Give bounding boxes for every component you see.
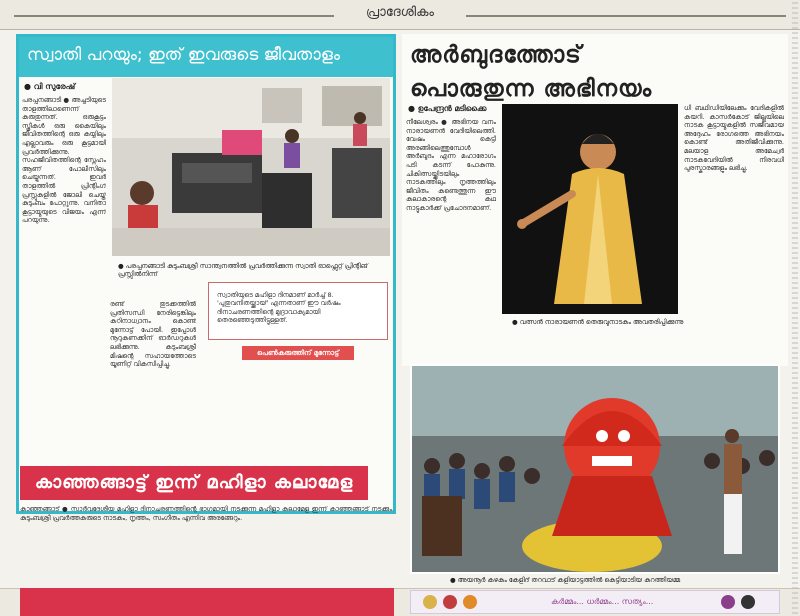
quote-text: സ്വാതിയുടെ മഹിളാ ദിനമാണ് മാർച്ച് 8. 'പുതുവനിതയ്ക്കായ്' എന്നതാണ് ഈ വർഷം ദിനാചരണത്തിന്റെ മുദ്രാവാക്യമായി തെരഞ്ഞെടുത്തിട്ടുള്ളത്. <box>217 291 341 325</box>
press-photo <box>112 78 390 256</box>
right-column-1-text: നീലേശ്വരം ● അഭിനയ വനം നാരായണൻ വേദിയിലെത്തി. വേഷം കെട്ടി അരങ്ങിലെത്തുമ്പോൾ അർബുദം എന്ന മഹാരോഗം പടി കടന്ന് പോകുന്നു. ചികിത്സയ്ക്കിടയിലും നാടകത്തിലും നൃത്തത്തിലും ജീവിതം കണ്ടെത്തുന്ന ഈ കലാകാരന്റെ കഥ നാട്ടുകാർക്ക് പ്രചോദനമാണ്. <box>406 118 496 212</box>
right-column-2 <box>684 104 784 354</box>
left-column-1 <box>22 96 106 462</box>
bottom-advert <box>410 590 780 614</box>
bottom-left-banner <box>20 588 394 616</box>
page-edge <box>792 2 798 614</box>
kala-mela-text <box>20 505 394 585</box>
right-column-1 <box>406 118 496 354</box>
advert-text: കർമ്മം... ധർമ്മം... സത്യം... <box>551 597 654 606</box>
kala-mela-banner: കാഞ്ഞങ്ങാട്ട് ഇന്ന് മഹിളാ കലാമേള <box>20 466 368 500</box>
right-column-2-text: ധി ബഥിഡിയിലേക്കും വേദികളിൽ കയറി. കാസർകോട് ജില്ലയിലെ നാടക കൂട്ടായ്മകളിൽ സജീവമായ അദ്ദേഹം രോഗത്തെ അഭിനയം കൊണ്ട് അതിജീവിക്കുന്നു. മലയാള അമേച്വർ നാടകവേദിയിൽ നിരവധി പുരസ്കാരങ്ങളും ലഭിച്ചു. <box>684 104 784 173</box>
actor-photo-caption: ● വത്സൻ നാരായണൻ തെരുവുനാടകം അവതരിപ്പിക്കുന്നു <box>512 318 684 326</box>
actor-photo <box>502 104 678 314</box>
right-headline-1: അർബുദത്തോട് <box>410 42 582 68</box>
theyyam-caption: ● അയനൂർ കഴകം കേളിദ് തറവാട് കളിയാട്ടത്തിൽ കെട്ടിയാടിയ കുറത്തിയമ്മ <box>450 576 681 584</box>
figure-icon <box>741 595 755 609</box>
logo-icon <box>463 595 477 609</box>
theyyam-photo <box>410 364 780 574</box>
page-header <box>0 0 800 30</box>
theyyam-photo-illustration <box>412 366 778 572</box>
seal-icon <box>443 595 457 609</box>
header-rule-left <box>14 15 334 17</box>
emblem-icon <box>423 595 437 609</box>
right-byline: ● ഉപേന്ദ്രൻ മടിക്കൈ <box>408 104 487 113</box>
left-column-2 <box>110 300 196 460</box>
header-rule-right <box>466 15 786 17</box>
press-photo-illustration <box>112 78 390 256</box>
left-headline: സ്വാതി പറയും; ഇത് ഇവരുടെ ജീവതാളം <box>19 37 393 77</box>
section-title: പ്രാദേശികം <box>366 5 434 20</box>
left-column-1-text: പരപ്പനങ്ങാടി ● അച്ചടിയുടെ താളത്തിലാണെന്ന് കരുതുന്നത്. ഒരുകൂട്ടം സ്ത്രീകൾ ഒരു കൈയിലും ജീവിതത്തിന്റെ ഒരു കയ്യിലും എല്ലാവരും ഒരു കൂട്ടമായി പ്രവർത്തിക്കുന്നു. സഹജീവിതത്തിന്റെ സ്നേഹം ആണ് പോലീസിലും ചെയ്യുന്നത്. ഇവർ താളത്തിൽ പ്രിന്റിംഗ് പ്രസ്സുകളിൽ ജോലി ചെയ്ത് കുടുംബം പോറ്റുന്നു. വനിതാ കൂട്ടായ്മയുടെ വിജയം എന്ന് പറയുന്നു. <box>22 96 106 225</box>
kala-mela-paragraph: കാഞ്ഞങ്ങാട് ● സാർവദേശീയ മഹിളാ ദിനാചരണത്തിന്റെ ഭാഗമായി നടക്കുന്ന മഹിളാ കലാമേള ഇന്ന് കാഞ്ഞങ്ങാട് നടക്കും. കുടുംബശ്രീ പ്രവർത്തകരുടെ നാടകം, നൃത്തം, സംഗീതം എന്നിവ അരങ്ങേറും. <box>20 505 394 522</box>
right-headline-2: പൊരുതുന്ന അഭിനയം <box>410 76 653 102</box>
star-icon <box>721 595 735 609</box>
actor-photo-illustration <box>502 104 678 314</box>
quote-box <box>208 282 388 340</box>
left-column-2-text: രണ്ട് തുടക്കത്തിൽ പ്രതിസന്ധി നേരിട്ടെങ്കിലും കഠിനാധ്വാനം കൊണ്ട് മുന്നോട്ട് പോയി. ഇപ്പോൾ നൂറുകണക്കിന് ഓർഡറുകൾ ലഭിക്കുന്നു. കുടുംബശ്രീ മിഷന്റെ സഹായത്തോടെ യൂണിറ്റ് വികസിപ്പിച്ചു. <box>110 300 196 369</box>
press-photo-caption: ● പരപ്പനങ്ങാടി കുടുംബശ്രീ സാന്ത്വനത്തിൽ പ്രവർത്തിക്കുന്ന സ്വാതി ഓഫ്സെറ്റ് പ്രിന്റിങ് പ്രസ്സിൽനിന്ന് <box>118 262 368 278</box>
quote-tag: പെൺകരുത്തിന് മുന്നോട്ട് <box>242 346 354 360</box>
left-byline: ● വി സുരേഷ് <box>24 82 76 91</box>
